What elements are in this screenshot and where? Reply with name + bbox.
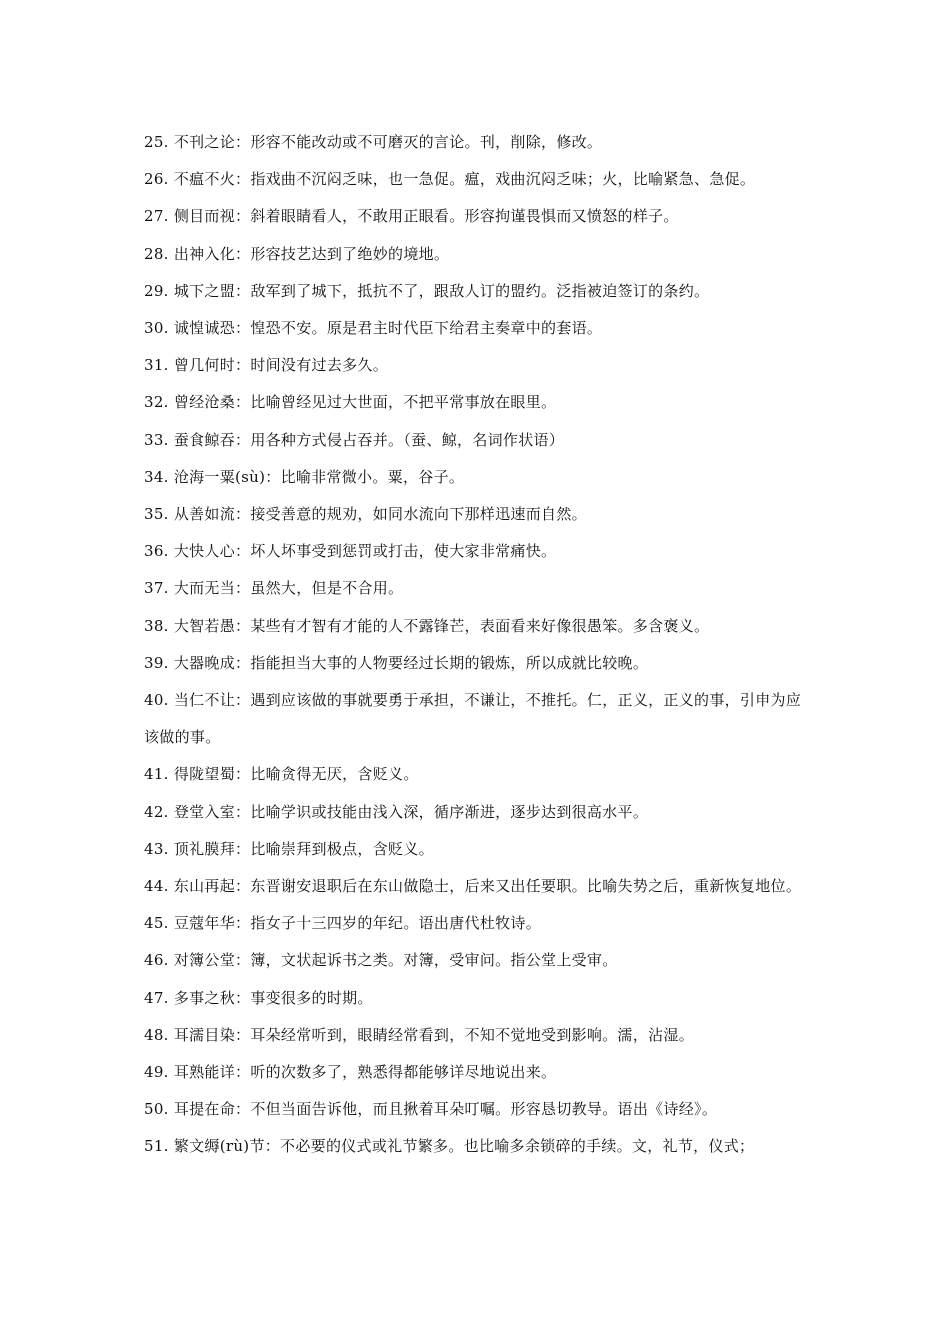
idiom-entry-48: 48. 耳濡目染：耳朵经常听到，眼睛经常看到，不知不觉地受到影响。濡，沾湿。 — [144, 1025, 695, 1044]
idiom-entry-33: 33. 蚕食鲸吞：用各种方式侵占吞并。（蚕、鲸，名词作状语） — [144, 430, 565, 449]
idiom-entry-43: 43. 顶礼膜拜：比喻崇拜到极点，含贬义。 — [144, 839, 434, 858]
idiom-entry-46: 46. 对簿公堂：簿，文状起诉书之类。对簿，受审问。指公堂上受审。 — [144, 951, 618, 970]
idiom-entry-45: 45. 豆蔻年华：指女子十三四岁的年纪。语出唐代杜牧诗。 — [144, 914, 542, 933]
idiom-entry-27: 27. 侧目而视：斜着眼睛看人，不敢用正眼看。形容拘谨畏惧而又愤怒的样子。 — [144, 207, 679, 226]
idiom-entry-29: 29. 城下之盟：敌军到了城下，抵抗不了，跟敌人订的盟约。泛指被迫签订的条约。 — [144, 281, 710, 300]
idiom-entry-36: 36. 大快人心：坏人坏事受到惩罚或打击，使大家非常痛快。 — [144, 542, 557, 561]
idiom-entry-47: 47. 多事之秋：事变很多的时期。 — [144, 988, 373, 1007]
idiom-entry-42: 42. 登堂入室：比喻学识或技能由浅入深，循序渐进，逐步达到很高水平。 — [144, 802, 649, 821]
idiom-entry-49: 49. 耳熟能详：听的次数多了，熟悉得都能够详尽地说出来。 — [144, 1063, 557, 1082]
idiom-list — [144, 124, 814, 1166]
idiom-entry-31: 31. 曾几何时：时间没有过去多久。 — [144, 356, 389, 375]
idiom-entry-28: 28. 出神入化：形容技艺达到了绝妙的境地。 — [144, 244, 450, 263]
idiom-entry-30: 30. 诚惶诚恐：惶恐不安。原是君主时代臣下给君主奏章中的套语。 — [144, 319, 603, 338]
idiom-entry-51: 51. 繁文缛(rù)节：不必要的仪式或礼节繁多。也比喻多余锁碎的手续。文，礼节，仪式； — [144, 1137, 755, 1156]
idiom-entry-37: 37. 大而无当：虽然大，但是不合用。 — [144, 579, 404, 598]
idiom-entry-25: 25. 不刊之论：形容不能改动或不可磨灭的言论。刊，削除，修改。 — [144, 133, 603, 151]
idiom-entry-35: 35. 从善如流：接受善意的规劝，如同水流向下那样迅速而自然。 — [144, 505, 587, 524]
idiom-entry-44: 44. 东山再起：东晋谢安退职后在东山做隐士，后来又出任要职。比喻失势之后，重新恢复地位。 — [144, 877, 802, 896]
idiom-entry-26: 26. 不瘟不火：指戏曲不沉闷乏味，也一急促。瘟，戏曲沉闷乏味；火，比喻紧急、急促。 — [144, 170, 756, 189]
idiom-entry-32: 32. 曾经沧桑：比喻曾经见过大世面，不把平常事放在眼里。 — [144, 393, 557, 412]
idiom-entry-50: 50. 耳提在命：不但当面告诉他，而且揪着耳朵叮嘱。形容恳切教导。语出《诗经》。 — [144, 1100, 718, 1119]
idiom-entry-38: 38. 大智若愚：某些有才智有才能的人不露锋芒，表面看来好像很愚笨。多含褒义。 — [144, 616, 710, 635]
idiom-entry-34: 34. 沧海一粟(sù)：比喻非常微小。粟，谷子。 — [144, 467, 465, 486]
idiom-entry-40: 40. 当仁不让：遇到应该做的事就要勇于承担，不谦让，不推托。仁，正义，正义的事，引申为应该做的事。 — [144, 691, 802, 747]
idiom-entry-41: 41. 得陇望蜀：比喻贪得无厌，含贬义。 — [144, 765, 419, 784]
idiom-entry-39: 39. 大器晚成：指能担当大事的人物要经过长期的锻炼，所以成就比较晚。 — [144, 653, 649, 672]
